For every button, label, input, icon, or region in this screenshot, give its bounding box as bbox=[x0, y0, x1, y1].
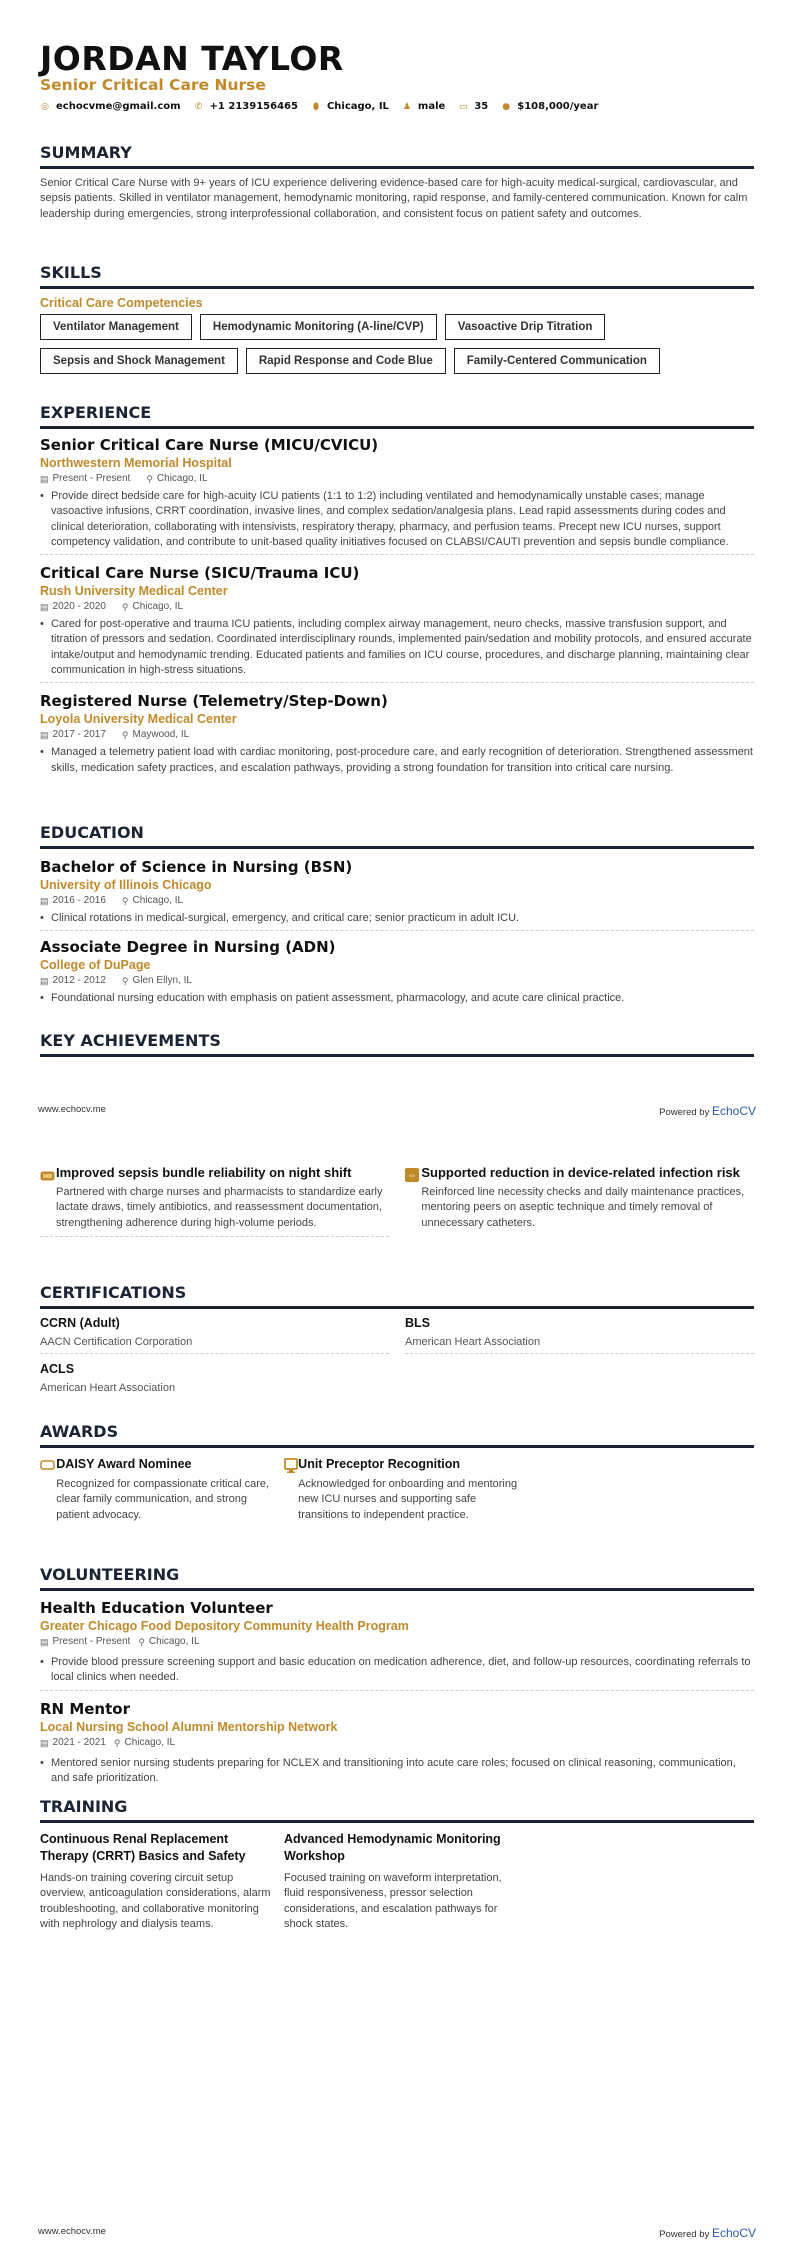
location-icon: ⚲ bbox=[138, 1637, 145, 1647]
location-icon: ⬮ bbox=[313, 101, 319, 112]
contact-row bbox=[40, 101, 611, 112]
calendar-icon: ▤ bbox=[40, 896, 49, 906]
achievement-item bbox=[40, 1164, 389, 1237]
footer-powered-by: Powered by EchoCV bbox=[659, 2226, 756, 2240]
volunteer-description: • Mentored senior nursing students preparing for NCLEX and transitioning into acute care roles; focused on clinical reasoning, communication, and safe prioritization. bbox=[40, 1756, 754, 1787]
money-icon: ● bbox=[502, 101, 511, 112]
section-title-skills: SKILLS bbox=[40, 263, 754, 289]
volunteer-role: RN Mentor bbox=[40, 1699, 130, 1718]
award-title: DAISY Award Nominee bbox=[56, 1457, 192, 1471]
certification-item bbox=[40, 1314, 389, 1354]
calendar-icon: ▭ bbox=[459, 101, 468, 112]
volunteer-description: • Provide blood pressure screening support and basic education on medication adherence, diet, and follow-up resources, coordinating referrals to local clinics when needed. bbox=[40, 1655, 754, 1686]
location-icon: ⚲ bbox=[113, 1737, 121, 1748]
degree-title: Bachelor of Science in Nursing (BSN) bbox=[40, 858, 353, 876]
candidate-name: JORDAN TAYLOR bbox=[40, 39, 344, 78]
job-org: Northwestern Memorial Hospital bbox=[40, 456, 232, 470]
contact-phone[interactable]: ✆ +1 2139156465 bbox=[194, 101, 298, 112]
skill-chip: Rapid Response and Code Blue bbox=[246, 348, 446, 374]
svg-text:‹›: ‹› bbox=[409, 1172, 415, 1180]
section-title-education: EDUCATION bbox=[40, 823, 754, 849]
contact-salary: ● $108,000/year bbox=[502, 101, 599, 112]
experience-item bbox=[40, 683, 754, 780]
volunteer-org: Greater Chicago Food Depository Community Health Program bbox=[40, 1619, 409, 1633]
certification-issuer: AACN Certification Corporation bbox=[40, 1336, 193, 1348]
footer-website[interactable]: www.echocv.me bbox=[38, 2226, 106, 2237]
job-org: Rush University Medical Center bbox=[40, 584, 228, 599]
candidate-title: Senior Critical Care Nurse bbox=[40, 76, 266, 94]
contact-email[interactable]: ◎ echocvme@gmail.com bbox=[41, 101, 181, 112]
skill-chip: Ventilator Management bbox=[40, 314, 192, 340]
experience-item bbox=[40, 435, 754, 555]
job-dates: 2017 - 2017 bbox=[52, 729, 106, 741]
training-text: Focused training on waveform interpretation, fluid responsiveness, pressor selection considerations, and escalation pathways for shock states. bbox=[284, 1872, 502, 1930]
footer-website[interactable]: www.echocv.me bbox=[38, 1104, 106, 1115]
section-title-training: TRAINING bbox=[40, 1797, 754, 1823]
job-title: Critical Care Nurse (SICU/Trauma ICU) bbox=[40, 564, 360, 583]
skills-chip-list bbox=[40, 314, 754, 374]
experience-list bbox=[40, 435, 754, 780]
certification-item bbox=[40, 1360, 389, 1399]
badge-icon bbox=[40, 1456, 56, 1523]
skills-category: Critical Care Competencies bbox=[40, 296, 203, 310]
location-icon: ⚲ bbox=[121, 602, 129, 613]
summary-text: Senior Critical Care Nurse with 9+ years of ICU experience delivering evidence-based care for high-acuity medical-surgical, cardiovascular, and sepsis patients. Skilled in ventilator management, hemodynamic monitoring, rapid response, and family-centered communication. Known for calm leadership during emergencies, strong interprofessional collaboration, and consistent focus on patient safety and outcomes. bbox=[40, 177, 748, 220]
experience-item bbox=[40, 555, 754, 683]
contact-age: ▭ 35 bbox=[459, 101, 489, 112]
training-list bbox=[40, 1831, 754, 1932]
job-description: • Cared for post-operative and trauma ICU patients, including complex airway management, neuro checks, massive transfusion support, and titration of pressors and sedation. Coordinated interdisciplinary rounds, implemented pain/sedation and mobility protocols, and ensured accurate intake/output and hemodynamic trending. Educated patients and families on ICU course, procedures, and discharge planning, maintaining clear communication in high-stress situations. bbox=[40, 617, 754, 678]
job-description: • Managed a telemetry patient load with cardiac monitoring, post-procedure care, and early recognition of deterioration. Strengthened assessment skills, medication safety practices, and escalation pathways, providing a strong foundation for transition into critical care nursing. bbox=[40, 745, 754, 776]
achievement-text: Reinforced line necessity checks and daily maintenance practices, mentoring peers on aseptic technique and timely removal of unnecessary catheters. bbox=[421, 1186, 745, 1229]
location-icon: ⚲ bbox=[146, 474, 153, 484]
calendar-icon: ▤ bbox=[40, 1637, 49, 1647]
calendar-icon: ▤ bbox=[40, 730, 49, 741]
certification-name: CCRN (Adult) bbox=[40, 1316, 120, 1330]
job-dates: 2020 - 2020 bbox=[52, 601, 106, 613]
section-title-awards: AWARDS bbox=[40, 1422, 754, 1448]
job-org: Loyola University Medical Center bbox=[40, 712, 237, 727]
contact-location: ⬮ Chicago, IL bbox=[311, 101, 389, 112]
volunteer-org: Local Nursing School Alumni Mentorship Network bbox=[40, 1719, 338, 1734]
job-location: Maywood, IL bbox=[132, 729, 190, 741]
certification-name: ACLS bbox=[40, 1362, 75, 1376]
calendar-icon: ▤ bbox=[40, 976, 49, 987]
calendar-icon: ▤ bbox=[40, 474, 49, 484]
footer-brand[interactable]: EchoCV bbox=[711, 2226, 756, 2240]
education-description: • Clinical rotations in medical-surgical, emergency, and critical care; senior practicum in adult ICU. bbox=[40, 911, 754, 926]
training-title: Continuous Renal Replacement Therapy (CRRT) Basics and Safety bbox=[40, 1832, 246, 1863]
section-title-achievements: KEY ACHIEVEMENTS bbox=[40, 1031, 754, 1057]
location-icon: ⚲ bbox=[121, 730, 129, 741]
skill-chip: Sepsis and Shock Management bbox=[40, 348, 238, 374]
battery-icon bbox=[40, 1164, 56, 1231]
achievement-text: Partnered with charge nurses and pharmacists to standardize early lactate draws, timely antibiotics, and reassessment documentation, strengthening adherence during high-volume periods. bbox=[56, 1186, 383, 1229]
code-icon bbox=[405, 1164, 421, 1237]
job-title: Senior Critical Care Nurse (MICU/CVICU) bbox=[40, 436, 379, 454]
skill-chip: Vasoactive Drip Titration bbox=[445, 314, 606, 340]
email-icon: ◎ bbox=[41, 101, 49, 112]
school-name: College of DuPage bbox=[40, 958, 151, 973]
volunteering-list bbox=[40, 1598, 754, 1790]
achievement-title: Improved sepsis bundle reliability on night shift bbox=[56, 1165, 352, 1180]
page-footer bbox=[38, 1104, 756, 1118]
contact-gender: ♟ male bbox=[402, 101, 446, 112]
award-item bbox=[284, 1456, 524, 1523]
training-title: Advanced Hemodynamic Monitoring Workshop bbox=[284, 1832, 501, 1863]
job-location: Chicago, IL bbox=[132, 601, 184, 613]
certification-item bbox=[405, 1314, 754, 1354]
certification-name: BLS bbox=[405, 1316, 430, 1330]
school-name: University of Illinois Chicago bbox=[40, 878, 212, 892]
certification-issuer: American Heart Association bbox=[40, 1382, 176, 1394]
award-item bbox=[40, 1456, 280, 1523]
job-description: • Provide direct bedside care for high-acuity ICU patients (1:1 to 1:2) including ventilated and hemodynamically unstable cases; manage vasoactive infusions, CRRT coordination, invasive lines, and complex sedation/analgesia plans. Lead rapid assessments during codes and clinical deterioration, collaborating with intensivists, respiratory therapy, pharmacy, and perfusion teams. Precept new ICU nurses, support competency validation, and contribute to unit-based quality initiatives focused on CLABSI/CAUTI prevention and sepsis bundle compliance. bbox=[40, 489, 754, 550]
achievement-item bbox=[405, 1164, 754, 1237]
education-item: Bachelor of Science in Nursing (BSN) University of Illinois Chicago ▤ 2016 - 2016 ⚲ Chicago, IL • Clinical rotations in medical-surgical, emergency, and critical care; senior practicum in adult ICU. bbox=[40, 857, 754, 931]
job-dates: Present - Present bbox=[52, 473, 131, 484]
location-icon: ⚲ bbox=[121, 896, 129, 906]
calendar-icon: ▤ bbox=[40, 602, 49, 613]
award-title: Unit Preceptor Recognition bbox=[298, 1457, 460, 1471]
skill-chip: Hemodynamic Monitoring (A-line/CVP) bbox=[200, 314, 437, 340]
education-item: Associate Degree in Nursing (ADN) College of DuPage ▤ 2012 - 2012 ⚲ Glen Ellyn, IL • Foundational nursing education with emphasis on patient assessment, pharmacology, and acute care clinical practice. bbox=[40, 931, 754, 1010]
job-location: Chicago, IL bbox=[156, 473, 208, 484]
section-title-summary: SUMMARY bbox=[40, 143, 754, 169]
footer-powered-by: Powered by EchoCV bbox=[659, 1104, 756, 1118]
footer-brand[interactable]: EchoCV bbox=[711, 1104, 756, 1118]
training-item bbox=[40, 1831, 280, 1932]
phone-icon: ✆ bbox=[194, 101, 203, 112]
location-icon: ⚲ bbox=[121, 976, 129, 987]
training-item bbox=[284, 1831, 524, 1932]
degree-title: Associate Degree in Nursing (ADN) bbox=[40, 938, 336, 957]
certification-issuer: American Heart Association bbox=[405, 1336, 541, 1348]
volunteering-item: Health Education Volunteer Greater Chicago Food Depository Community Health Program ▤ Present - Present ⚲ Chicago, IL • Provide blood pressure screening support and basic education on medication adherence, diet, and follow-up resources, coordinating referrals to local clinics when needed. bbox=[40, 1598, 754, 1691]
award-text: Recognized for compassionate critical care, clear family communication, and strong patient advocacy. bbox=[56, 1478, 270, 1521]
achievement-title: Supported reduction in device-related infection risk bbox=[421, 1165, 740, 1180]
awards-list bbox=[40, 1456, 754, 1523]
education-list bbox=[40, 857, 754, 1011]
person-icon: ♟ bbox=[402, 101, 411, 112]
monitor-icon bbox=[284, 1456, 298, 1523]
volunteering-item: RN Mentor Local Nursing School Alumni Mentorship Network ▤ 2021 - 2021 ⚲ Chicago, IL • Mentored senior nursing students preparing for NCLEX and transitioning into acute care roles; focused on clinical reasoning, communication, and safe prioritization. bbox=[40, 1691, 754, 1791]
section-title-volunteering: VOLUNTEERING bbox=[40, 1565, 754, 1591]
certifications-list bbox=[40, 1314, 754, 1399]
page-footer bbox=[38, 2226, 756, 2240]
award-text: Acknowledged for onboarding and mentoring new ICU nurses and supporting safe transitions to independent practice. bbox=[298, 1478, 518, 1521]
section-title-experience: EXPERIENCE bbox=[40, 403, 754, 429]
achievements-list bbox=[40, 1164, 754, 1237]
job-title: Registered Nurse (Telemetry/Step-Down) bbox=[40, 692, 388, 711]
training-text: Hands-on training covering circuit setup overview, anticoagulation considerations, alarm troubleshooting, and collaborative monitoring with nephrology and dialysis teams. bbox=[40, 1872, 271, 1930]
volunteer-role: Health Education Volunteer bbox=[40, 1599, 273, 1617]
education-description: • Foundational nursing education with emphasis on patient assessment, pharmacology, and acute care clinical practice. bbox=[40, 991, 754, 1006]
calendar-icon: ▤ bbox=[40, 1737, 49, 1748]
section-title-certifications: CERTIFICATIONS bbox=[40, 1283, 754, 1309]
skill-chip: Family-Centered Communication bbox=[454, 348, 660, 374]
